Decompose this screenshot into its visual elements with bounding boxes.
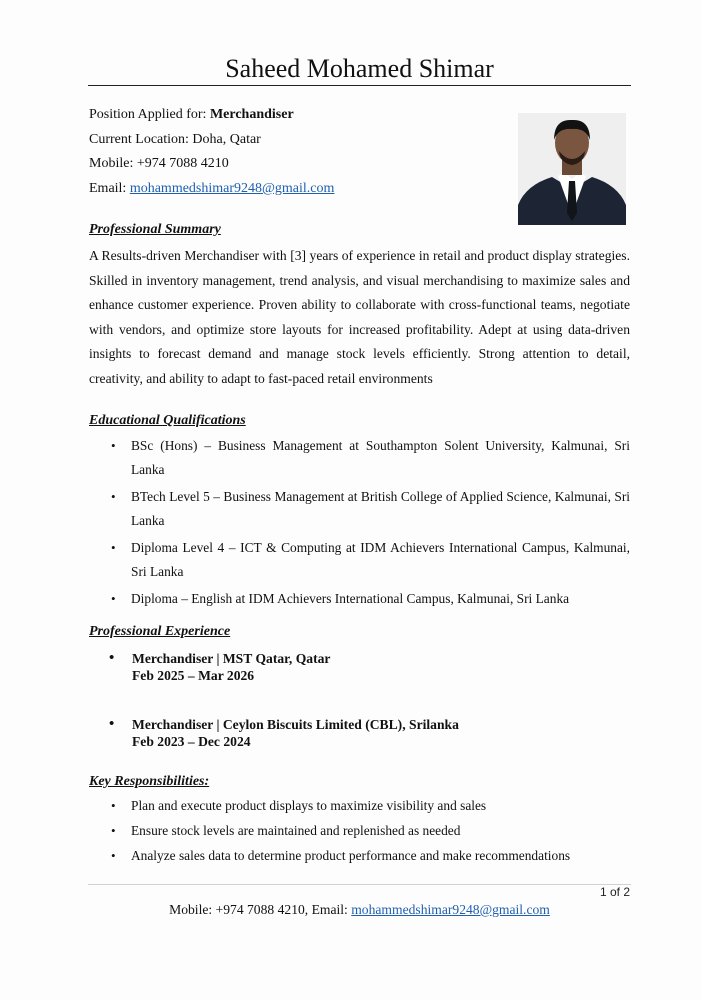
education-heading: Educational Qualifications: [89, 413, 246, 428]
bullet-icon: •: [109, 650, 115, 666]
list-item: • BSc (Hons) – Business Management at Southampton Solent University, Kalmunai, Sri Lanka: [89, 434, 630, 482]
summary-paragraph: A Results-driven Merchandiser with [3] years of experience in retail and product display strategies. Skilled in inventory management, trend analysis, and visual merchandising to maximize sales and enhance customer experience. Proven ability to collaborate with cross-functional teams, negotiate with vendors, and optimize store layouts for increased profitability. Adept at using data-driven insights to forecast demand and manage stock levels efficiently. Strong attention to detail, creativity, and ability to adapt to fast-paced retail environments: [89, 248, 630, 386]
experience-dates: Feb 2023 – Dec 2024: [132, 734, 251, 749]
bullet-icon: •: [109, 716, 115, 732]
bullet-icon: •: [111, 438, 116, 453]
experience-role: Merchandiser | MST Qatar, Qatar: [132, 651, 331, 666]
bullet-icon: •: [111, 540, 116, 555]
mobile-line: Mobile: +974 7088 4210: [89, 156, 229, 171]
footer-email-link[interactable]: mohammedshimar9248@gmail.com: [351, 902, 550, 917]
experience-item: [89, 716, 630, 750]
footer-contact: [88, 901, 631, 919]
education-list: [89, 434, 630, 611]
bullet-icon: •: [111, 591, 116, 606]
list-item: • BTech Level 5 – Business Management at British College of Applied Science, Kalmunai, Sri Lanka: [89, 485, 630, 533]
bullet-icon: •: [111, 823, 116, 838]
experience-role: Merchandiser | Ceylon Biscuits Limited (CBL), Srilanka: [132, 717, 459, 732]
position-value: Merchandiser: [209, 107, 294, 122]
email-label: Email:: [89, 181, 130, 196]
email-link[interactable]: mohammedshimar9248@gmail.com: [129, 181, 335, 196]
list-item: • Diploma Level 4 – ICT & Computing at IDM Achievers International Campus, Kalmunai, Sri Lanka: [89, 536, 630, 584]
page-number: 1 of 2: [599, 885, 630, 899]
bullet-icon: •: [111, 489, 116, 504]
location-line: Current Location: Doha, Qatar: [89, 132, 261, 147]
summary-heading: Professional Summary: [89, 222, 221, 237]
responsibilities-heading: Key Responsibilities:: [89, 774, 210, 789]
bullet-icon: •: [111, 848, 116, 863]
list-item: • Plan and execute product displays to maximize visibility and sales: [89, 794, 630, 818]
list-item: • Analyze sales data to determine product performance and make recommendations: [89, 844, 630, 868]
candidate-name: Saheed Mohamed Shimar: [225, 54, 494, 83]
footer-mobile: Mobile: +974 7088 4210, Email:: [169, 902, 352, 917]
list-item: • Diploma – English at IDM Achievers International Campus, Kalmunai, Sri Lanka: [89, 587, 630, 611]
footer-divider: [88, 884, 631, 885]
position-label: Position Applied for:: [89, 107, 210, 122]
email-line: [89, 180, 334, 198]
position-line: [89, 106, 294, 124]
responsibilities-list: [89, 794, 630, 868]
experience-heading: Professional Experience: [89, 624, 231, 639]
profile-photo: [518, 113, 626, 225]
list-item: • Ensure stock levels are maintained and replenished as needed: [89, 819, 630, 843]
bullet-icon: •: [111, 798, 116, 813]
experience-dates: Feb 2025 – Mar 2026: [132, 668, 255, 683]
experience-item: [89, 650, 630, 684]
name-divider: [88, 85, 631, 86]
